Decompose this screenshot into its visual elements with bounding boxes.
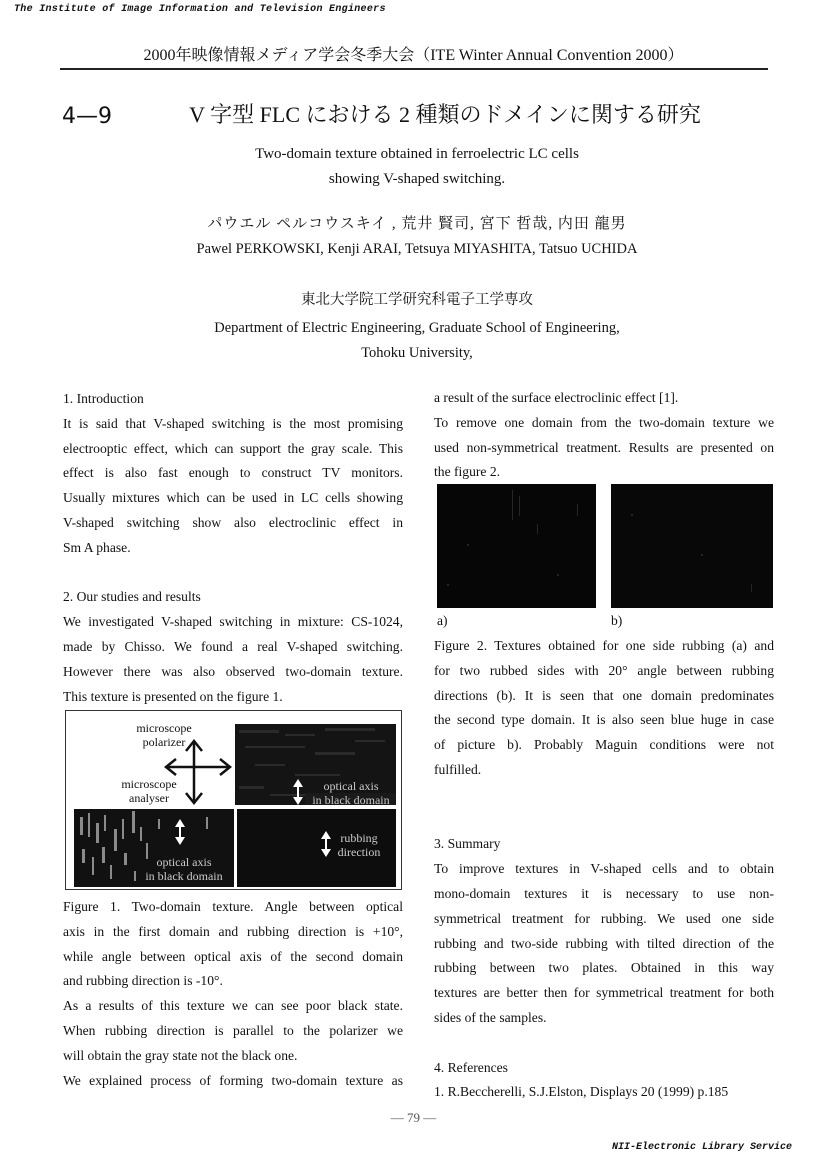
text-line: Usually mixtures which can be used in LC cells showing <box>63 490 403 506</box>
text-line: We investigated V-shaped switching in mixture: CS-1024, <box>63 614 403 630</box>
affiliation-en <box>0 316 827 366</box>
conference-title: 2000年映像情報メディア学会冬季大会（ITE Winter Annual Convention 2000） <box>143 47 684 64</box>
page-number: — 79 — <box>390 1110 437 1125</box>
text-line: rubbing between two plates. Obtained in this way <box>434 960 774 976</box>
texture-pattern <box>437 484 596 608</box>
authors-en: Pawel PERKOWSKI, Kenji ARAI, Tetsuya MIYASHITA, Tatsuo UCHIDA <box>196 241 638 257</box>
text-line: Sm A phase. <box>63 539 131 555</box>
figure-2-caption-line: Figure 2. Textures obtained for one side rubbing (a) and <box>434 638 774 653</box>
authors-jp: パウエル ペルコウスキイ , 荒井 賢司, 宮下 哲哉, 内田 龍男 <box>207 216 627 232</box>
figure-1-caption-line: and rubbing direction is -10°. <box>63 973 223 989</box>
header-rule <box>60 68 768 70</box>
rubbing-direction-label: rubbing direction <box>337 831 381 859</box>
right-column-lower <box>434 634 774 1105</box>
figure-2a-label: a) <box>437 613 448 628</box>
tr-axis-label: optical axis in black domain <box>305 779 396 805</box>
double-arrow-icon <box>293 779 303 805</box>
text-line: symmetrical treatment for rubbing. We used one side <box>434 910 774 926</box>
section-heading-summary: 3. Summary <box>434 836 501 852</box>
reference-item: 1. R.Beccherelli, S.J.Elston, Displays 20 (1999) p.185 <box>434 1084 729 1100</box>
library-service-footer: NII-Electronic Library Service <box>612 1142 793 1153</box>
text-line: effect is also fast enough to construct TV monitors. <box>63 465 403 481</box>
text-line: However there was also observed two-domain texture. <box>63 663 403 679</box>
right-column <box>434 386 774 485</box>
texture-panel-bottom-left <box>74 809 234 887</box>
text-line: used non-symmetrical treatment. Results are presented on <box>434 439 774 455</box>
institute-header: The Institute of Image Information and Television Engineers <box>14 4 386 15</box>
bl-axis-label: optical axis in black domain <box>145 855 223 883</box>
section-heading-studies: 2. Our studies and results <box>63 589 201 605</box>
affiliation-line: Tohoku University, <box>361 345 473 361</box>
text-line: mono-domain textures it is necessary to use non- <box>434 885 774 901</box>
figure-2b-image <box>611 484 773 608</box>
text-line: We explained process of forming two-domain texture as <box>63 1072 403 1088</box>
figure-1 <box>65 710 402 890</box>
figure-2-caption-line: the second type domain. It is also seen blue huge in case <box>434 712 774 728</box>
figure-1-caption-line: Figure 1. Two-domain texture. Angle between optical <box>63 899 403 914</box>
double-arrow-icon <box>175 819 185 845</box>
paper-title-en <box>0 142 827 192</box>
figure-1-caption-line: axis in the first domain and rubbing direction is +10°, <box>63 923 403 939</box>
text-line: sides of the samples. <box>434 1009 547 1025</box>
text-line: It is said that V-shaped switching is the most promising <box>63 415 403 431</box>
section-heading-references: 4. References <box>434 1059 508 1075</box>
left-column <box>63 387 403 709</box>
section-heading-introduction: 1. Introduction <box>63 391 144 406</box>
figure-2b-label: b) <box>611 613 623 628</box>
text-line: the figure 2. <box>434 464 501 480</box>
paper-number: 4—9 <box>62 104 112 129</box>
text-line: When rubbing direction is parallel to the polarizer we <box>63 1022 403 1038</box>
text-line: electrooptic effect, which can support the gray scale. This <box>63 440 403 456</box>
analyser-label: microscope analyser <box>121 777 177 805</box>
text-line: V-shaped switching show also electroclinic effect in <box>63 514 403 530</box>
text-line: will obtain the gray state not the black one. <box>63 1047 298 1063</box>
figure-2a-image <box>437 484 596 608</box>
text-line: As a results of this texture we can see poor black state. <box>63 998 403 1014</box>
text-line: To improve textures in V-shaped cells and to obtain <box>434 861 774 877</box>
title-en-line: Two-domain texture obtained in ferroelectric LC cells <box>255 146 579 162</box>
figure-2-caption-line: directions (b). It is seen that one domain predominates <box>434 687 774 703</box>
texture-pattern <box>611 484 773 608</box>
texture-panel-bottom-right <box>237 809 396 887</box>
texture-panel-top-right <box>235 724 396 805</box>
text-line: textures are better then for symmetrical treatment for both <box>434 985 774 1001</box>
figure-2-caption-line: for two rubbed sides with 20° angle between rubbing <box>434 662 774 678</box>
polarizer-label: microscope polarizer <box>136 721 192 749</box>
title-en-line: showing V-shaped switching. <box>328 171 506 187</box>
affiliation-line: Department of Electric Engineering, Graduate School of Engineering, <box>214 320 620 336</box>
affiliation-jp: 東北大学院工学研究科電子工学専攻 <box>301 292 533 308</box>
left-column-lower <box>63 895 403 1093</box>
figure-1-caption-line: while angle between optical axis of the second domain <box>63 948 403 964</box>
text-line: rubbing and two-side rubbing with tilted direction of the <box>434 935 774 951</box>
figure-2-caption-line: fulfilled. <box>434 761 482 777</box>
text-line: made by Chisso. We found a real V-shaped switching. <box>63 638 403 654</box>
cross-arrows-icon <box>162 737 234 807</box>
paper-title-jp: V 字型 FLC における 2 種類のドメインに関する研究 <box>189 102 701 127</box>
text-line: To remove one domain from the two-domain texture we <box>434 414 774 430</box>
text-line: This texture is presented on the figure 1. <box>63 688 283 704</box>
text-line: a result of the surface electroclinic effect [1]. <box>434 390 679 405</box>
figure-2-caption-line: of picture b). Probably Maguin conditions were not <box>434 737 774 753</box>
